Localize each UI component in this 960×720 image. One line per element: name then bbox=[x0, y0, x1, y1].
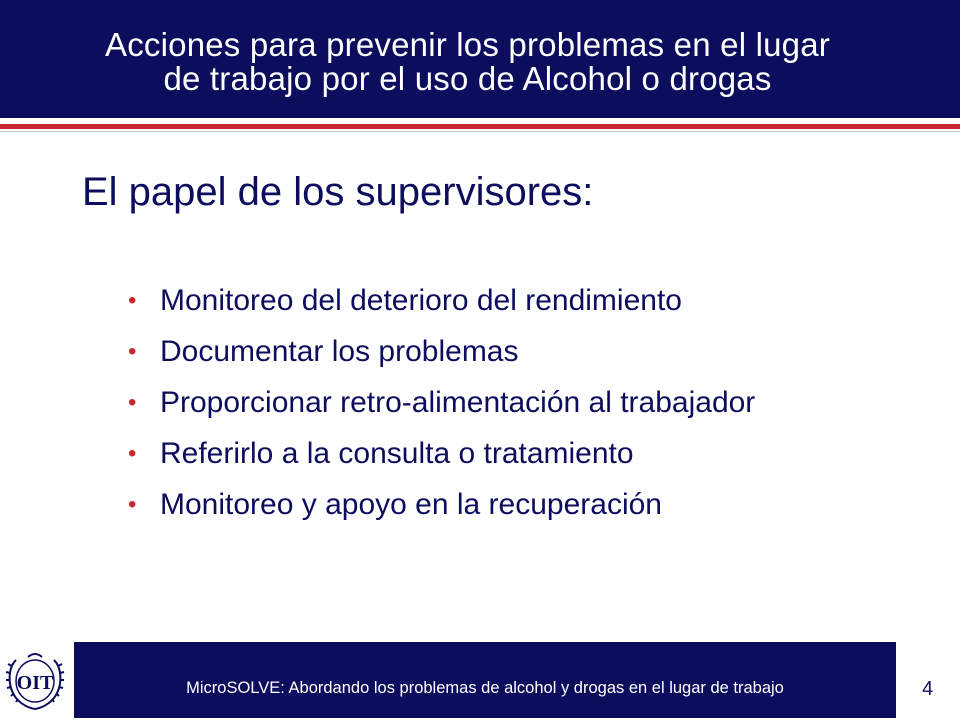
header-grey-rule bbox=[0, 131, 960, 132]
bullet-item bbox=[128, 280, 888, 321]
bullet-text: Documentar los problemas bbox=[160, 335, 519, 368]
slide-title-line-2: de trabajo por el uso de Alcohol o drogas bbox=[163, 60, 772, 97]
slide-title-line-1: Acciones para prevenir los problemas en el lugar bbox=[105, 26, 830, 63]
header-bar bbox=[0, 0, 960, 118]
bullet-marker: • bbox=[128, 338, 137, 365]
footer-bar bbox=[74, 642, 896, 718]
slide-subtitle: El papel de los supervisores: bbox=[82, 170, 594, 214]
bullet-text: Referirlo a la consulta o tratamiento bbox=[160, 437, 634, 470]
bullet-item bbox=[128, 331, 888, 372]
footer-text: MicroSOLVE: Abordando los problemas de alcohol y drogas en el lugar de trabajo bbox=[186, 679, 784, 697]
oit-emblem-icon bbox=[4, 642, 66, 718]
page-number: 4 bbox=[922, 678, 934, 700]
header-red-rule bbox=[0, 124, 960, 129]
slide-title bbox=[0, 28, 935, 96]
bullet-item bbox=[128, 433, 888, 474]
bullet-item bbox=[128, 484, 888, 525]
bullet-list bbox=[128, 280, 888, 535]
bullet-text: Monitoreo y apoyo en la recuperación bbox=[160, 488, 662, 521]
bullet-text: Monitoreo del deterioro del rendimiento bbox=[160, 284, 682, 317]
bullet-marker: • bbox=[128, 287, 137, 314]
bullet-marker: • bbox=[128, 440, 137, 467]
bullet-marker: • bbox=[128, 389, 137, 416]
bullet-marker: • bbox=[128, 491, 137, 518]
bullet-text: Proporcionar retro-alimentación al trabajador bbox=[160, 386, 756, 419]
bullet-item bbox=[128, 382, 888, 423]
oit-emblem-text: OIT bbox=[16, 672, 54, 694]
